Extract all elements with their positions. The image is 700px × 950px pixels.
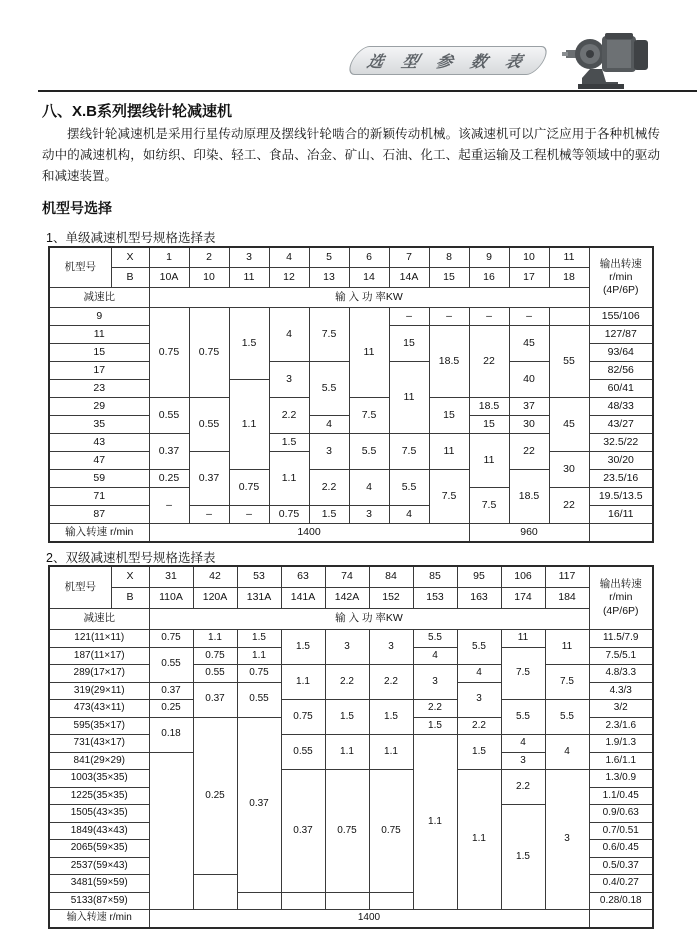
b-value-header: 153 bbox=[413, 588, 457, 609]
power-cell: 5.5 bbox=[545, 700, 589, 735]
power-cell bbox=[325, 892, 369, 910]
power-cell: 0.37 bbox=[237, 717, 281, 892]
power-cell bbox=[237, 892, 281, 910]
b-value-header: 152 bbox=[369, 588, 413, 609]
power-cell: 2.2 bbox=[325, 665, 369, 700]
output-speed-cell: 4.3/3 bbox=[589, 682, 653, 700]
power-cell: 5.5 bbox=[349, 434, 389, 470]
double-stage-table bbox=[48, 565, 654, 929]
power-cell: 1.1 bbox=[325, 735, 369, 770]
b-row-header: B bbox=[111, 268, 149, 288]
b-row-header: B bbox=[111, 588, 149, 609]
power-cell: 0.75 bbox=[193, 647, 237, 665]
input-speed-label: 输入转速 r/min bbox=[49, 524, 149, 543]
output-speed-cell: 7.5/5.1 bbox=[589, 647, 653, 665]
ratio-label: 87 bbox=[49, 506, 149, 524]
banner-title: 选 型 参 数 表 bbox=[364, 54, 531, 71]
table-row bbox=[49, 700, 653, 718]
power-cell: 7.5 bbox=[429, 470, 469, 524]
output-speed-cell: 93/64 bbox=[589, 344, 653, 362]
power-cell: 0.75 bbox=[237, 665, 281, 683]
input-speed-cell: 960 bbox=[469, 524, 589, 543]
x-value-header: 2 bbox=[189, 247, 229, 268]
ratio-label: 1505(43×35) bbox=[49, 805, 149, 823]
ratio-label: 35 bbox=[49, 416, 149, 434]
power-cell: 18.5 bbox=[509, 470, 549, 524]
b-value-header: 131A bbox=[237, 588, 281, 609]
power-cell: 7.5 bbox=[469, 488, 509, 524]
x-value-header: 53 bbox=[237, 566, 281, 588]
x-value-header: 1 bbox=[149, 247, 189, 268]
output-speed-cell: 1.9/1.3 bbox=[589, 735, 653, 753]
power-cell: 0.55 bbox=[149, 647, 193, 682]
power-cell: 0.37 bbox=[189, 452, 229, 506]
power-cell: 1.5 bbox=[229, 308, 269, 380]
power-cell: 15 bbox=[469, 416, 509, 434]
power-cell: 15 bbox=[389, 326, 429, 362]
x-value-header: 95 bbox=[457, 566, 501, 588]
power-cell: – bbox=[389, 308, 429, 326]
power-cell: 0.75 bbox=[281, 700, 325, 735]
output-speed-cell: 2.3/1.6 bbox=[589, 717, 653, 735]
x-value-header: 85 bbox=[413, 566, 457, 588]
power-cell: 5.5 bbox=[309, 362, 349, 416]
x-value-header: 3 bbox=[229, 247, 269, 268]
ratio-label: 11 bbox=[49, 326, 149, 344]
table-row bbox=[49, 665, 653, 683]
output-speed-cell: 0.5/0.37 bbox=[589, 857, 653, 875]
section-title: 八、X.B系列摆线针轮减速机 bbox=[42, 103, 233, 120]
model-corner-header: 机型号 bbox=[49, 247, 111, 288]
table1-title: 1、单级减速机型号规格选择表 bbox=[46, 231, 216, 245]
power-cell: 30 bbox=[509, 416, 549, 434]
output-speed-cell: 1.6/1.1 bbox=[589, 752, 653, 770]
power-cell: 0.75 bbox=[229, 470, 269, 506]
model-corner-header: 机型号 bbox=[49, 566, 111, 609]
reducer-photo-icon bbox=[560, 28, 656, 90]
output-speed-cell: 155/106 bbox=[589, 308, 653, 326]
ratio-label: 5133(87×59) bbox=[49, 892, 149, 910]
ratio-label: 9 bbox=[49, 308, 149, 326]
input-speed-cell bbox=[589, 910, 653, 928]
power-cell: 1.5 bbox=[325, 700, 369, 735]
output-speed-cell: 11.5/7.9 bbox=[589, 630, 653, 648]
power-cell: 7.5 bbox=[389, 434, 429, 470]
power-cell: 1.5 bbox=[281, 630, 325, 665]
x-value-header: 6 bbox=[349, 247, 389, 268]
power-cell: 2.2 bbox=[369, 665, 413, 700]
power-cell: 5.5 bbox=[413, 630, 457, 648]
b-value-header: 141A bbox=[281, 588, 325, 609]
ratio-label: 187(11×17) bbox=[49, 647, 149, 665]
power-cell: 0.37 bbox=[149, 434, 189, 470]
power-cell: 11 bbox=[389, 362, 429, 434]
ratio-label: 59 bbox=[49, 470, 149, 488]
x-value-header: 11 bbox=[549, 247, 589, 268]
power-cell: 11 bbox=[429, 434, 469, 470]
output-speed-cell: 0.9/0.63 bbox=[589, 805, 653, 823]
power-cell: 3 bbox=[349, 506, 389, 524]
ratio-header: 减速比 bbox=[49, 609, 149, 630]
power-cell: 5.5 bbox=[501, 700, 545, 735]
table-row bbox=[49, 735, 653, 753]
power-cell: 4 bbox=[309, 416, 349, 434]
x-value-header: 84 bbox=[369, 566, 413, 588]
power-cell: 0.55 bbox=[281, 735, 325, 770]
output-speed-cell: 127/87 bbox=[589, 326, 653, 344]
power-cell: 3 bbox=[545, 770, 589, 910]
ratio-label: 3481(59×59) bbox=[49, 875, 149, 893]
power-cell: 1.5 bbox=[413, 717, 457, 735]
power-cell: 4 bbox=[349, 470, 389, 506]
x-value-header: 106 bbox=[501, 566, 545, 588]
power-cell: 0.25 bbox=[149, 700, 193, 718]
b-value-header: 16 bbox=[469, 268, 509, 288]
power-cell: 7.5 bbox=[349, 398, 389, 434]
power-cell: 4 bbox=[413, 647, 457, 665]
output-speed-cell: 48/33 bbox=[589, 398, 653, 416]
ratio-label: 1849(43×43) bbox=[49, 822, 149, 840]
power-cell: 4 bbox=[457, 665, 501, 683]
power-cell bbox=[149, 752, 193, 910]
ratio-label: 1003(35×35) bbox=[49, 770, 149, 788]
ratio-label: 1225(35×35) bbox=[49, 787, 149, 805]
b-value-header: 11 bbox=[229, 268, 269, 288]
output-speed-cell: 0.6/0.45 bbox=[589, 840, 653, 858]
subsection-title: 机型号选择 bbox=[42, 200, 112, 216]
power-cell: 2.2 bbox=[309, 470, 349, 506]
power-cell: 0.75 bbox=[369, 770, 413, 893]
power-cell: 30 bbox=[549, 452, 589, 488]
intro-paragraph: 摆线针轮减速机是采用行星传动原理及摆线针轮啮合的新颖传动机械。该减速机可以广泛应用于各种机械传动中的减速机构，如纺织、印染、轻工、食品、冶金、矿山、石油、化工、起重运输及工程机械等领域中的驱动和减速装置。 bbox=[42, 127, 660, 183]
b-value-header: 18 bbox=[549, 268, 589, 288]
b-value-header: 15 bbox=[429, 268, 469, 288]
power-cell: 0.75 bbox=[149, 630, 193, 648]
power-cell: 3 bbox=[501, 752, 545, 770]
input-speed-cell bbox=[589, 524, 653, 543]
power-cell: 11 bbox=[469, 434, 509, 488]
b-value-header: 110A bbox=[149, 588, 193, 609]
output-speed-cell: 43/27 bbox=[589, 416, 653, 434]
power-cell: 1.1 bbox=[237, 647, 281, 665]
ratio-label: 23 bbox=[49, 380, 149, 398]
b-value-header: 13 bbox=[309, 268, 349, 288]
power-cell: 3 bbox=[309, 434, 349, 470]
output-speed-cell: 60/41 bbox=[589, 380, 653, 398]
header-rule bbox=[38, 90, 697, 92]
power-cell: 4 bbox=[545, 735, 589, 770]
power-cell: 4 bbox=[389, 506, 429, 524]
x-value-header: 74 bbox=[325, 566, 369, 588]
output-speed-cell: 82/56 bbox=[589, 362, 653, 380]
power-cell: 4 bbox=[269, 308, 309, 362]
b-value-header: 10 bbox=[189, 268, 229, 288]
ratio-label: 319(29×11) bbox=[49, 682, 149, 700]
power-cell: 2.2 bbox=[269, 398, 309, 434]
b-value-header: 12 bbox=[269, 268, 309, 288]
ratio-label: 2065(59×35) bbox=[49, 840, 149, 858]
power-cell: 1.1 bbox=[369, 735, 413, 770]
b-value-header: 184 bbox=[545, 588, 589, 609]
power-cell: 7.5 bbox=[501, 647, 545, 700]
power-cell: 1.1 bbox=[457, 770, 501, 910]
ratio-label: 29 bbox=[49, 398, 149, 416]
power-cell: 4 bbox=[501, 735, 545, 753]
power-cell: – bbox=[429, 308, 469, 326]
power-cell: 37 bbox=[509, 398, 549, 416]
power-cell: 11 bbox=[349, 308, 389, 398]
power-cell: 5.5 bbox=[457, 630, 501, 665]
output-speed-cell: 30/20 bbox=[589, 452, 653, 470]
b-value-header: 14 bbox=[349, 268, 389, 288]
power-cell bbox=[193, 875, 237, 910]
power-cell: 1.5 bbox=[369, 700, 413, 735]
power-cell: 0.55 bbox=[193, 665, 237, 683]
power-cell: – bbox=[469, 308, 509, 326]
power-cell: 0.25 bbox=[193, 717, 237, 875]
x-value-header: 10 bbox=[509, 247, 549, 268]
power-cell: 2.2 bbox=[413, 700, 457, 718]
table-row bbox=[49, 398, 653, 416]
output-speed-header: 输出转速 r/min (4P/6P) bbox=[589, 247, 653, 308]
table-row bbox=[49, 770, 653, 788]
input-power-header: 输 入 功 率KW bbox=[149, 609, 589, 630]
power-cell: 3 bbox=[369, 630, 413, 665]
page-header-banner bbox=[344, 46, 551, 75]
power-cell bbox=[549, 308, 589, 326]
b-value-header: 163 bbox=[457, 588, 501, 609]
ratio-label: 43 bbox=[49, 434, 149, 452]
x-value-header: 5 bbox=[309, 247, 349, 268]
power-cell: 2.2 bbox=[457, 717, 501, 735]
power-cell: 11 bbox=[545, 630, 589, 665]
power-cell: 0.37 bbox=[149, 682, 193, 700]
power-cell: 3 bbox=[457, 682, 501, 717]
power-cell bbox=[281, 892, 325, 910]
x-value-header: 42 bbox=[193, 566, 237, 588]
power-cell: 40 bbox=[509, 362, 549, 398]
power-cell: 5.5 bbox=[389, 470, 429, 506]
b-value-header: 10A bbox=[149, 268, 189, 288]
single-stage-table bbox=[48, 246, 654, 543]
output-speed-cell: 0.28/0.18 bbox=[589, 892, 653, 910]
b-value-header: 17 bbox=[509, 268, 549, 288]
ratio-label: 841(29×29) bbox=[49, 752, 149, 770]
input-power-header: 输 入 功 率KW bbox=[149, 288, 589, 308]
output-speed-header: 输出转速 r/min (4P/6P) bbox=[589, 566, 653, 630]
output-speed-cell: 32.5/22 bbox=[589, 434, 653, 452]
power-cell: 45 bbox=[509, 326, 549, 362]
b-value-header: 14A bbox=[389, 268, 429, 288]
power-cell: 18.5 bbox=[469, 398, 509, 416]
ratio-label: 473(43×11) bbox=[49, 700, 149, 718]
output-speed-cell: 4.8/3.3 bbox=[589, 665, 653, 683]
power-cell: – bbox=[149, 488, 189, 524]
power-cell: – bbox=[229, 506, 269, 524]
ratio-label: 289(17×17) bbox=[49, 665, 149, 683]
power-cell: 22 bbox=[469, 326, 509, 398]
ratio-label: 47 bbox=[49, 452, 149, 470]
ratio-label: 121(11×11) bbox=[49, 630, 149, 648]
power-cell: 22 bbox=[549, 488, 589, 524]
output-speed-cell: 3/2 bbox=[589, 700, 653, 718]
power-cell: 0.75 bbox=[269, 506, 309, 524]
power-cell: 3 bbox=[413, 665, 457, 700]
power-cell: 7.5 bbox=[545, 665, 589, 700]
ratio-label: 15 bbox=[49, 344, 149, 362]
x-value-header: 31 bbox=[149, 566, 193, 588]
power-cell: 15 bbox=[429, 398, 469, 434]
power-cell: 1.5 bbox=[269, 434, 309, 452]
power-cell: 1.1 bbox=[269, 452, 309, 506]
output-speed-cell: 16/11 bbox=[589, 506, 653, 524]
power-cell bbox=[369, 892, 413, 910]
input-speed-cell: 1400 bbox=[149, 910, 589, 928]
power-cell: 1.5 bbox=[457, 735, 501, 770]
x-value-header: 63 bbox=[281, 566, 325, 588]
b-value-header: 174 bbox=[501, 588, 545, 609]
x-value-header: 7 bbox=[389, 247, 429, 268]
ratio-label: 731(43×17) bbox=[49, 735, 149, 753]
power-cell: 1.5 bbox=[501, 805, 545, 910]
power-cell: 3 bbox=[269, 362, 309, 398]
power-cell: 0.75 bbox=[149, 308, 189, 398]
power-cell: 18.5 bbox=[429, 326, 469, 398]
power-cell: 0.37 bbox=[281, 770, 325, 893]
input-speed-cell: 1400 bbox=[149, 524, 469, 543]
ratio-label: 17 bbox=[49, 362, 149, 380]
power-cell: 0.55 bbox=[237, 682, 281, 717]
output-speed-cell: 1.3/0.9 bbox=[589, 770, 653, 788]
input-speed-label: 输入转速 r/min bbox=[49, 910, 149, 928]
table2-title: 2、双级减速机型号规格选择表 bbox=[46, 551, 216, 565]
power-cell: 1.5 bbox=[309, 506, 349, 524]
power-cell: 0.75 bbox=[325, 770, 369, 893]
b-value-header: 142A bbox=[325, 588, 369, 609]
ratio-label: 2537(59×43) bbox=[49, 857, 149, 875]
output-speed-cell: 0.4/0.27 bbox=[589, 875, 653, 893]
x-row-header: X bbox=[111, 247, 149, 268]
power-cell: – bbox=[189, 506, 229, 524]
power-cell: 1.1 bbox=[281, 665, 325, 700]
power-cell: 1.1 bbox=[413, 735, 457, 910]
x-value-header: 4 bbox=[269, 247, 309, 268]
x-value-header: 9 bbox=[469, 247, 509, 268]
power-cell: 7.5 bbox=[309, 308, 349, 362]
power-cell: 1.1 bbox=[229, 380, 269, 470]
output-speed-cell: 19.5/13.5 bbox=[589, 488, 653, 506]
power-cell: 0.75 bbox=[189, 308, 229, 398]
power-cell: 1.1 bbox=[193, 630, 237, 648]
ratio-header: 减速比 bbox=[49, 288, 149, 308]
b-value-header: 120A bbox=[193, 588, 237, 609]
table-row bbox=[49, 308, 653, 326]
power-cell: – bbox=[509, 308, 549, 326]
power-cell: 3 bbox=[325, 630, 369, 665]
output-speed-cell: 0.7/0.51 bbox=[589, 822, 653, 840]
output-speed-cell: 23.5/16 bbox=[589, 470, 653, 488]
power-cell: 0.18 bbox=[149, 717, 193, 752]
power-cell: 0.55 bbox=[189, 398, 229, 452]
power-cell: 0.25 bbox=[149, 470, 189, 488]
power-cell: 0.37 bbox=[193, 682, 237, 717]
power-cell: 2.2 bbox=[501, 770, 545, 805]
output-speed-cell: 1.1/0.45 bbox=[589, 787, 653, 805]
power-cell: 55 bbox=[549, 326, 589, 398]
ratio-label: 595(35×17) bbox=[49, 717, 149, 735]
x-value-header: 8 bbox=[429, 247, 469, 268]
power-cell: 1.5 bbox=[237, 630, 281, 648]
table-row bbox=[49, 630, 653, 648]
x-row-header: X bbox=[111, 566, 149, 588]
power-cell: 0.55 bbox=[149, 398, 189, 434]
x-value-header: 117 bbox=[545, 566, 589, 588]
power-cell: 11 bbox=[501, 630, 545, 648]
power-cell: 45 bbox=[549, 398, 589, 452]
power-cell: 22 bbox=[509, 434, 549, 470]
ratio-label: 71 bbox=[49, 488, 149, 506]
